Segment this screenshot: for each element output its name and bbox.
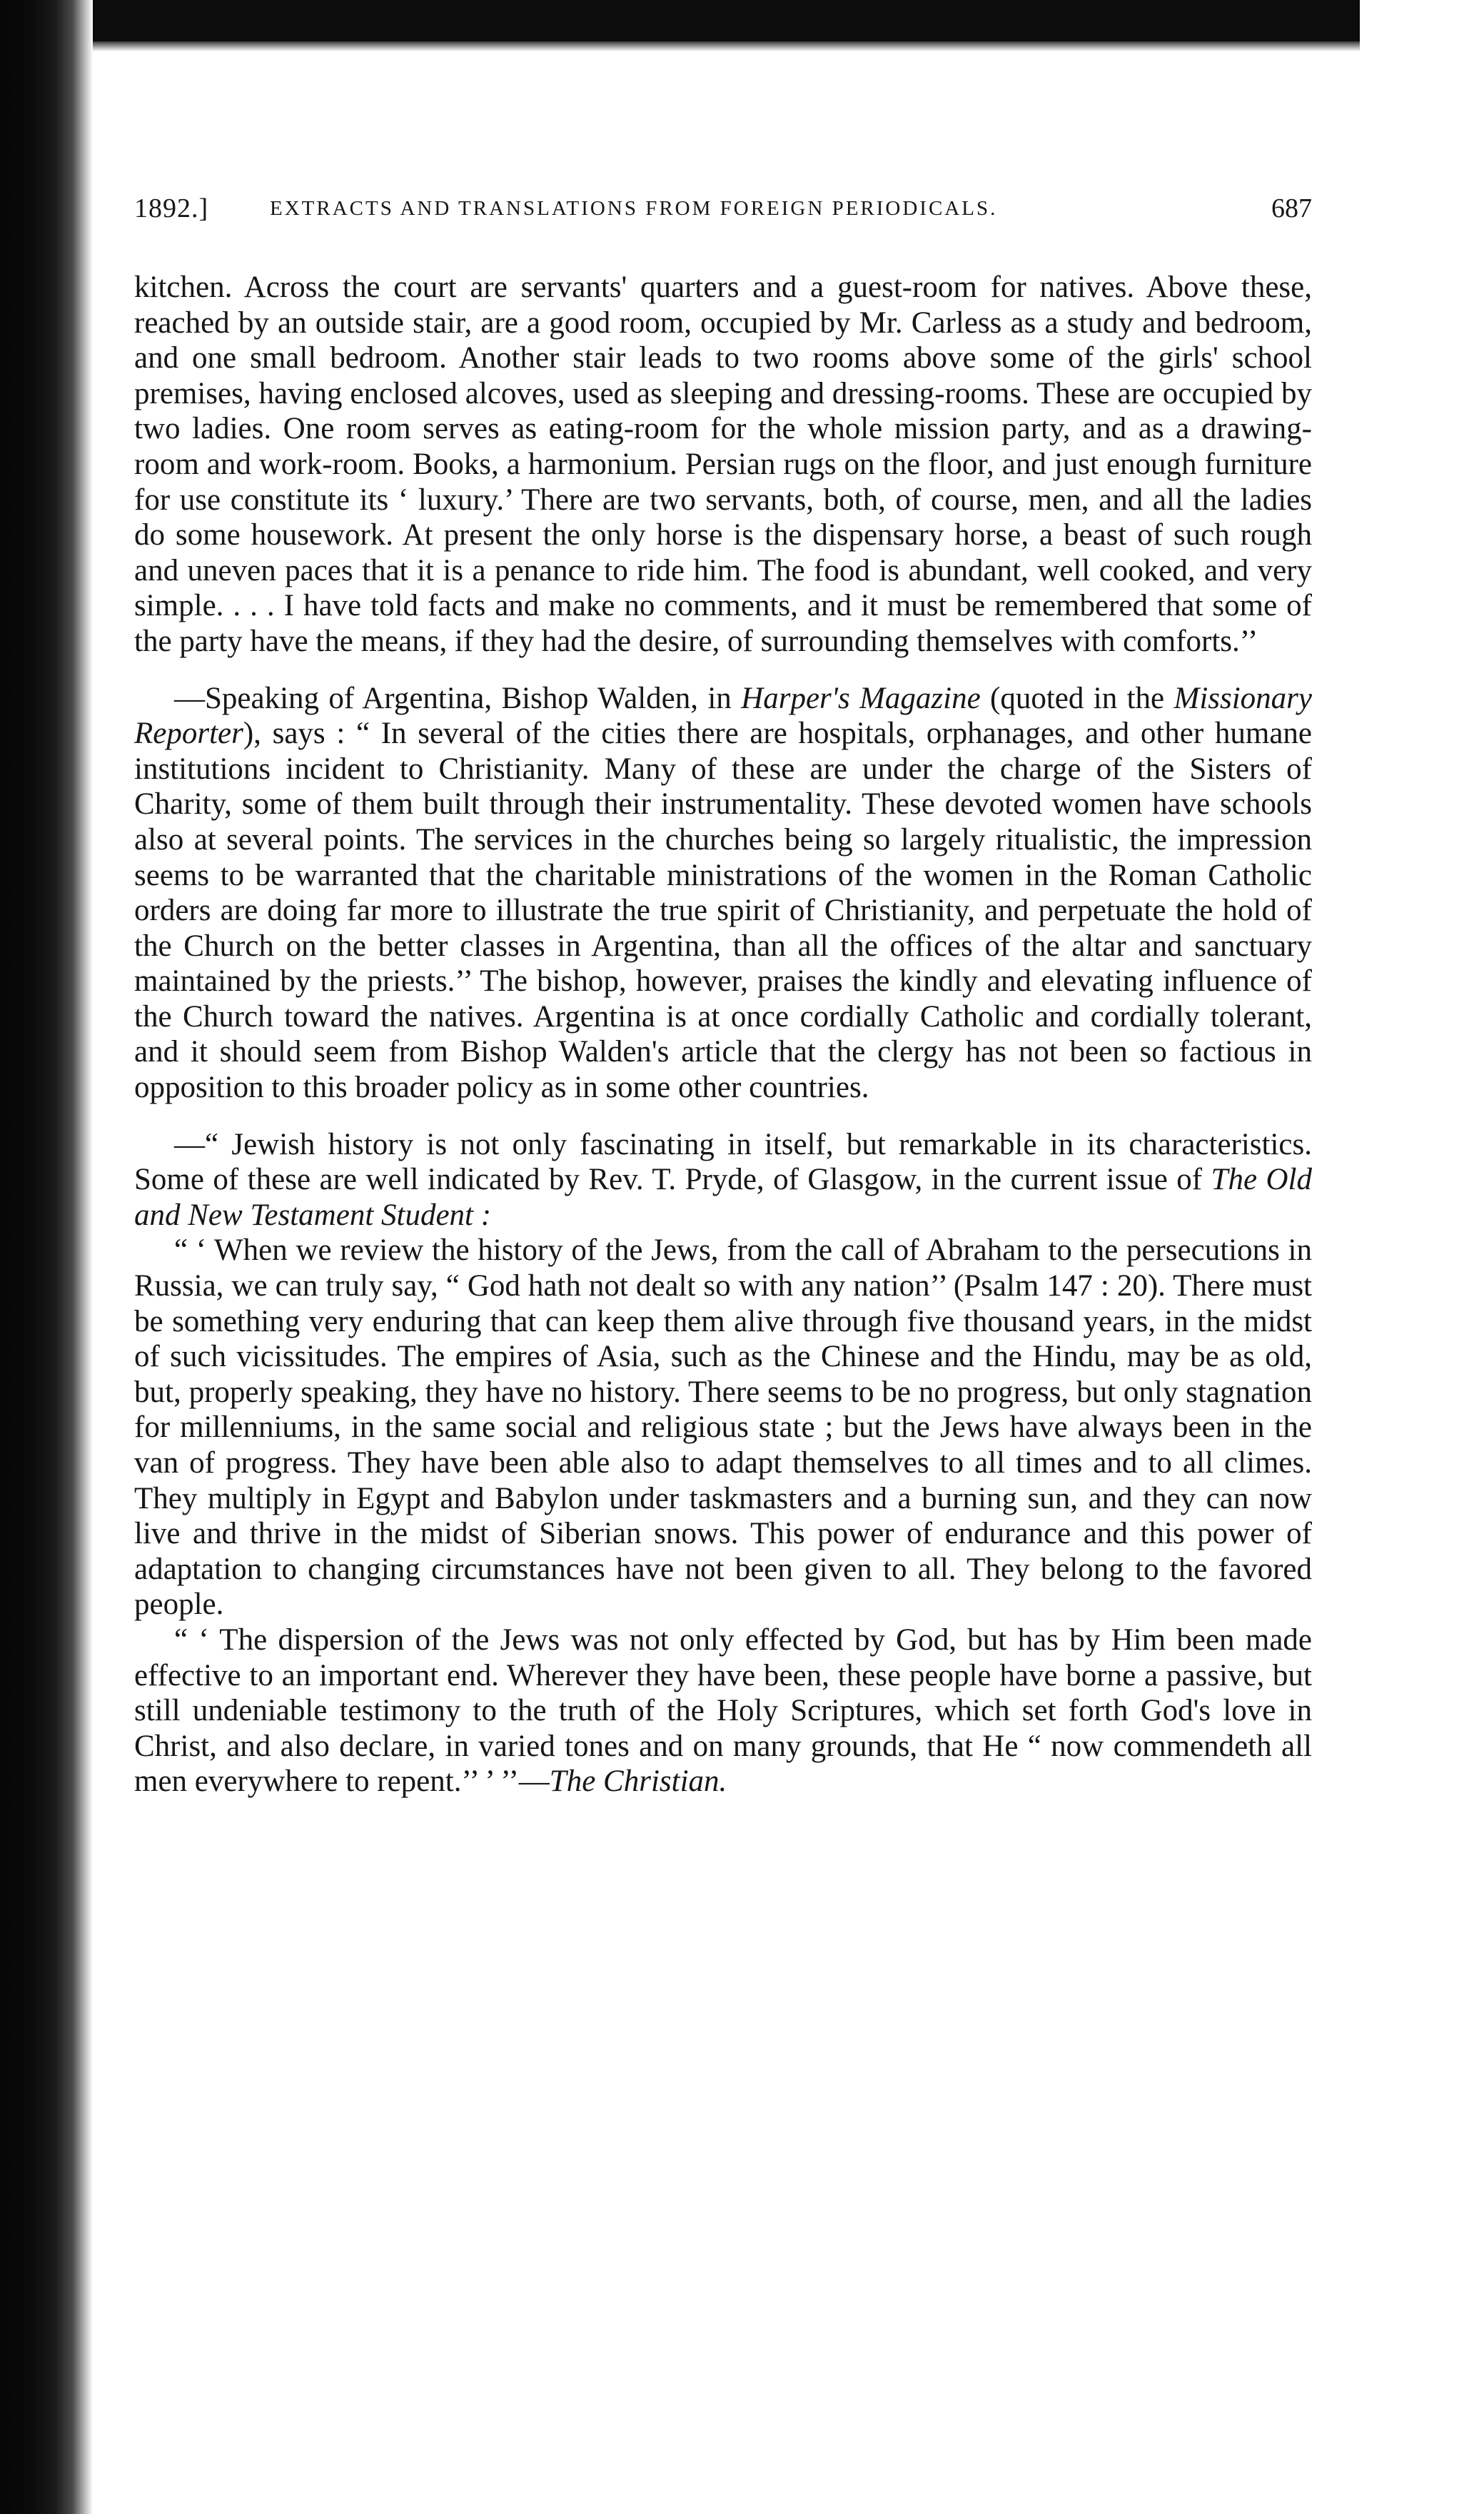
article-body xyxy=(134,270,1312,1799)
harpers-magazine-title: Harper's Magazine xyxy=(741,681,981,715)
scan-border-top xyxy=(14,0,1371,41)
paragraph-kitchen: kitchen. Across the court are servants' quarters and a guest-room for natives. Above these, reached by an outside stair, are a good room, occupied by Mr. Carless as a study and bedroom, and one small bedroom. Another stair leads to two rooms above some of the girls' school premises, having enclosed alcoves, used as sleeping and dressing-rooms. These are occupied by two ladies. One room serves as eating-room for the whole mission party, and as a drawing-room and work-room. Books, a harmonium. Persian rugs on the floor, and just enough furniture for use constitute its ‘ luxury.’ There are two servants, both, of course, men, and all the ladies do some housework. At present the only horse is the dispensary horse, a beast of such rough and uneven paces that it is a penance to ride him. The food is abundant, well cooked, and very simple. . . . I have told facts and make no comments, and it must be remembered that some of the party have the means, if they had the desire, of surrounding themselves with comforts.’’ xyxy=(134,271,1312,658)
paragraph-argentina xyxy=(134,681,1312,1106)
dispersion-text: “ ‘ The dispersion of the Jews was not only effected by God, but has by Him been made effective to an important end. Wherever they have been, these people have borne a passive, but still undeniable testimony to the truth of the Holy Scriptures, which set forth God's love in Christ, and also declare, in varied tones and on many grounds, that He “ now commendeth all men everywhere to repent.’’ ’ ’’— xyxy=(134,1622,1312,1799)
argentina-text-end: ), says : “ In several of the cities there are hospitals, orphanages, and other humane institutions incident to Christianity. Many of these are under the charge of the Sisters of Charity, some of them built through their instrumentality. These devoted women have schools also at several points. The services in the churches being so largely ritualistic, the impression seems to be warranted that the charitable ministrations of the women in the Roman Catholic orders are doing far more to illustrate the true spirit of Christianity, and perpetuate the hold of the Church on the better classes in Argentina, than all the offices of the altar and sanctuary maintained by the priests.’’ The bishop, however, praises the kindly and elevating influence of the Church toward the natives. Argentina is at once cordially Catholic and cordially tolerant, and it should seem from Bishop Walden's article that the clergy has not been so factious in opposition to this broader policy as in some other countries. xyxy=(134,717,1312,1105)
paragraph-dispersion xyxy=(134,1622,1312,1799)
header-title: EXTRACTS AND TRANSLATIONS FROM FOREIGN PERIODICALS. xyxy=(270,197,998,220)
jewish-history-text: —“ Jewish history is not only fascinating in itself, but remarkable in its characteristics. Some of these are well indicated by Rev. T. Pryde, of Glasgow, in the current issue of xyxy=(134,1127,1312,1197)
page-margin-right xyxy=(1360,0,1484,2514)
argentina-text-mid: (quoted in the xyxy=(980,681,1174,715)
the-christian-source: The Christian. xyxy=(549,1765,727,1799)
testament-student-title: The Old and New Testament Student : xyxy=(134,1163,1312,1232)
scan-border-left xyxy=(0,0,93,2514)
paragraph-jewish-history xyxy=(134,1127,1312,1233)
running-header xyxy=(134,193,1312,236)
scan-border-top-shadow xyxy=(14,41,1371,51)
header-year: 1892.] xyxy=(134,193,209,223)
argentina-text-start: —Speaking of Argentina, Bishop Walden, in xyxy=(174,681,742,715)
paragraph-history-quote: “ ‘ When we review the history of the Jews, from the call of Abraham to the persecutions in Russia, we can truly say, “ God hath not dealt so with any nation’’ (Psalm 147 : 20). There must be something very enduring that can keep them alive through five thousand years, in the midst of such vicissitudes. The empires of Asia, such as the Chinese and the Hindu, may be as old, but, properly speaking, they have no history. There seems to be no progress, but only stagnation for millenniums, in the same social and religious state ; but the Jews have always been in the van of progress. They have been able also to adapt themselves to all times and to all climes. They multiply in Egypt and Babylon under taskmasters and a burning sun, and they can now live and thrive in the midst of Siberian snows. This power of endurance and this power of adaptation to changing circumstances have not been given to all. They belong to the favored people. xyxy=(134,1233,1312,1622)
missionary-reporter-title: Missionary Reporter xyxy=(134,681,1312,751)
page-number: 687 xyxy=(1271,193,1312,223)
